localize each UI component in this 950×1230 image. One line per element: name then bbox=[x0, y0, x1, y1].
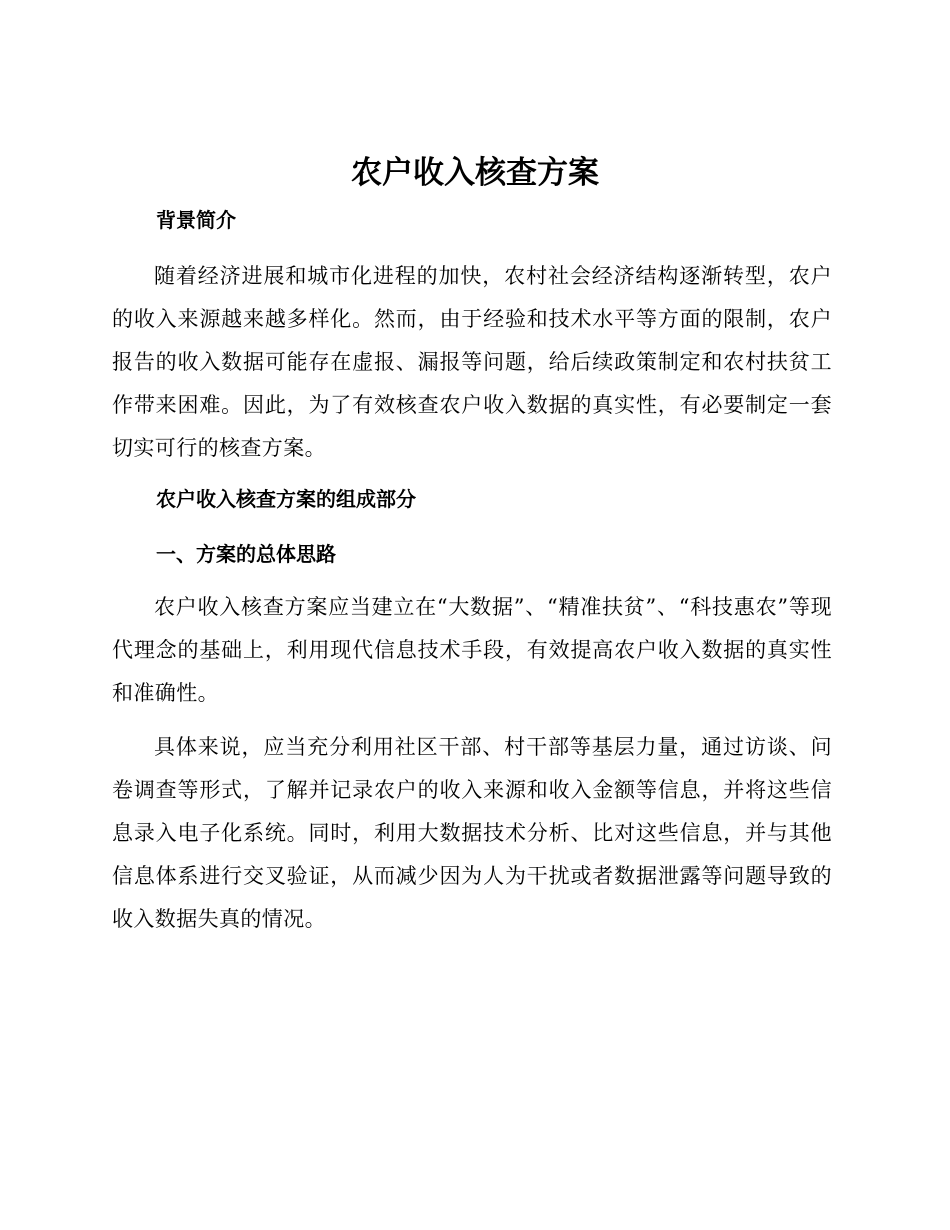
paragraph-overall-approach-1: 农户收入核查方案应当建立在“大数据”、“精准扶贫”、“科技惠农”等现代理念的基础上，利用现代信息技术手段，有效提高农户收入数据的真实性和准确性。 bbox=[112, 595, 832, 705]
section-heading-background: 背景简介 bbox=[156, 208, 236, 232]
paragraph-overall-approach-2: 具体来说，应当充分利用社区干部、村干部等基层力量，通过访谈、问卷调查等形式，了解并记录农户的收入来源和收入金额等信息，并将这些信息录入电子化系统。同时，利用大数据技术分析、比对这些信息，并与其他信息体系进行交叉验证，从而减少因为人为干扰或者数据泄露等问题导致的收入数据失真的情况。 bbox=[112, 735, 832, 931]
page-title: 农户收入核查方案 bbox=[351, 155, 599, 191]
paragraph-background: 随着经济进展和城市化进程的加快，农村社会经济结构逐渐转型，农户的收入来源越来越多样化。然而，由于经验和技术水平等方面的限制，农户报告的收入数据可能存在虚报、漏报等问题，给后续政策制定和农村扶贫工作带来困难。因此，为了有效核查农户收入数据的真实性，有必要制定一套切实可行的核查方案。 bbox=[112, 264, 832, 460]
section-heading-overall-approach: 一、方案的总体思路 bbox=[156, 542, 336, 566]
section-heading-components: 农户收入核查方案的组成部分 bbox=[156, 487, 416, 511]
